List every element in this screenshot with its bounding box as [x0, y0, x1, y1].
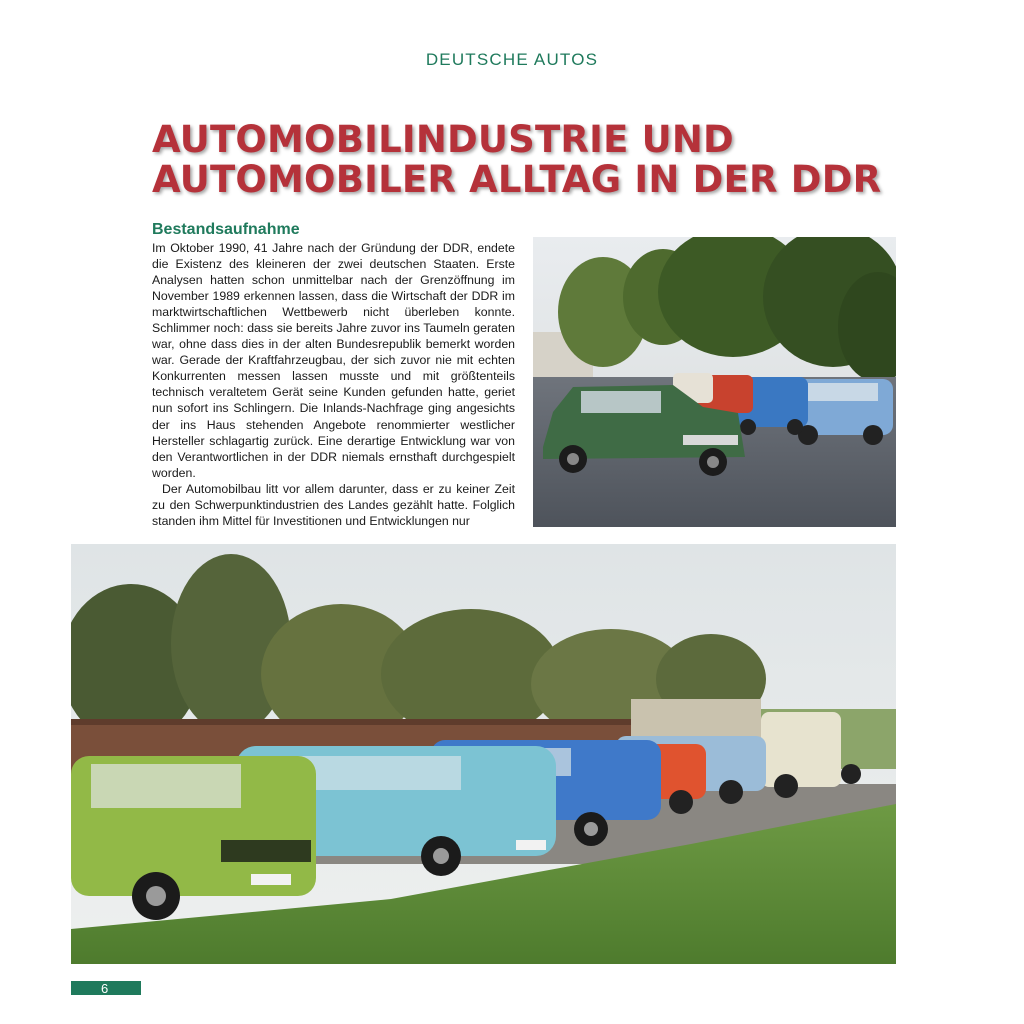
photo-illustration — [71, 544, 896, 964]
page-title-line-1: AUTOMOBILINDUSTRIE UND — [152, 118, 734, 161]
section-heading: Bestandsaufnahme — [152, 221, 300, 238]
body-text — [152, 240, 515, 532]
street-scene-photo-bottom — [71, 544, 896, 964]
page-title-line-2: AUTOMOBILER ALLTAG IN DER DDR — [152, 158, 882, 201]
paragraph: Im Oktober 1990, 41 Jahre nach der Gründung der DDR, endete die Existenz des kleineren der zwei deutschen Staaten. Erste Analysen hatten schon unmittelbar nach der Grenzöffnung im November 1989 erkennen lassen, dass die Wirtschaft der DDR im marktwirtschaftlichen Wettbewerb nicht überleben konnte. Schlimmer noch: dass sie bereits Jahre zuvor ins Taumeln geraten war, ohne dass dies in der alten Bundesrepublik bemerkt worden war. Gerade der Kraftfahrzeugbau, der sich zuvor nie mit echten Konkurrenten messen lassen musste und mit größtenteils technisch veraltetem Gerät seine Kunden gefunden hatte, geriet nun sofort ins Schlingern. Die Inlands-Nachfrage ging angesichts der ins Haus stehenden Angebote renommierter westlicher Hersteller schlagartig zurück. Eine derartige Entwicklung war von den Verantwortlichen in der DDR niemals ernsthaft durchgespielt worden. — [152, 241, 515, 480]
page-title — [152, 118, 882, 201]
photo-illustration — [533, 237, 896, 527]
running-head: DEUTSCHE AUTOS — [425, 50, 599, 69]
street-scene-photo-top — [533, 237, 896, 527]
paragraph: Der Automobilbau litt vor allem darunter, dass er zu keiner Zeit zu den Schwerpunktindustrien des Landes gezählt hatte. Folglich standen ihm Mittel für Investitionen und Entwicklungen nur — [152, 481, 515, 528]
page-number: 6 — [71, 981, 141, 995]
